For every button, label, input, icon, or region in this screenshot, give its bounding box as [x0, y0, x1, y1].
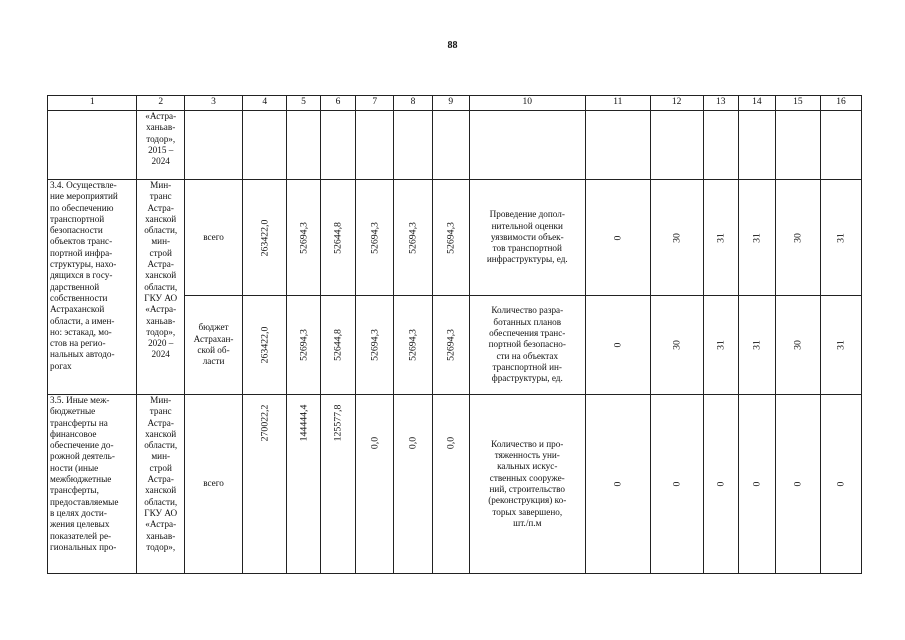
value-text: 52694,3 [297, 221, 309, 254]
measure-name-cell: 3.4. Осуществле- ние мероприятий по обеспечению транспортной безопасности объектов транс- портной инфра- структуры, нахо- дящихся в госу- дарственной собственности Астраханской области, а имен- но: эстакад, мо- стов на регио- нальных автодо- рогах [48, 180, 137, 395]
value-cell [775, 296, 820, 395]
value-text: 52694,3 [407, 221, 419, 254]
value-text: 263422,0 [259, 326, 271, 364]
header-cell: 11 [585, 96, 650, 111]
funding-source-cell [184, 111, 242, 180]
table-row [48, 395, 862, 574]
value-text: 0 [835, 481, 847, 487]
value-text: 52694,3 [445, 329, 457, 361]
header-cell: 6 [320, 96, 356, 111]
value-cell [287, 180, 320, 296]
value-text: 52644,8 [332, 329, 344, 361]
header-cell: 9 [432, 96, 469, 111]
value-text: 31 [715, 340, 727, 350]
value-cell [287, 395, 320, 574]
value-cell [585, 180, 650, 296]
value-cell [243, 111, 287, 180]
value-cell [432, 296, 469, 395]
value-text: 30 [792, 340, 804, 350]
value-cell [650, 296, 703, 395]
header-cell: 16 [821, 96, 862, 111]
table-row [48, 111, 862, 180]
indicator-cell: Количество разра- ботанных планов обеспечения транс- портной безопасно- сти на объектах транспортной ин- фраструктуры, ед. [469, 296, 585, 395]
value-cell [356, 180, 394, 296]
header-cell: 5 [287, 96, 320, 111]
value-text: 0 [670, 481, 682, 487]
value-text: 30 [670, 232, 682, 243]
value-text: 270022,2 [259, 404, 271, 442]
value-text: 0 [612, 481, 624, 487]
value-cell [703, 111, 739, 180]
value-cell [739, 296, 776, 395]
header-row [48, 96, 862, 111]
value-text: 52694,3 [407, 329, 419, 361]
value-cell [394, 180, 433, 296]
value-cell [287, 296, 320, 395]
value-text: 0 [751, 481, 763, 487]
header-cell: 14 [739, 96, 776, 111]
header-cell: 2 [137, 96, 184, 111]
value-cell [650, 111, 703, 180]
value-text: 0,0 [369, 436, 381, 450]
value-cell [775, 180, 820, 296]
value-text: 31 [751, 232, 763, 243]
value-cell [821, 395, 862, 574]
value-cell [703, 180, 739, 296]
header-cell: 12 [650, 96, 703, 111]
value-cell [650, 395, 703, 574]
funding-source-cell: бюджет Астрахан- ской об- ласти [184, 296, 242, 395]
value-text: 30 [670, 340, 682, 350]
value-cell [739, 180, 776, 296]
value-cell [243, 395, 287, 574]
executor-cell: «Астра- ханьав- тодор», 2015 – 2024 [137, 111, 184, 180]
value-text: 52694,3 [369, 329, 381, 361]
value-cell [821, 111, 862, 180]
value-cell [585, 296, 650, 395]
value-text: 31 [715, 232, 727, 243]
value-text: 263422,0 [259, 219, 271, 256]
value-cell [585, 111, 650, 180]
value-text: 52694,3 [445, 221, 457, 254]
value-cell [320, 296, 356, 395]
page-number: 88 [447, 40, 458, 51]
value-cell [320, 180, 356, 296]
header-cell: 10 [469, 96, 585, 111]
value-cell [821, 296, 862, 395]
header-cell: 13 [703, 96, 739, 111]
value-text: 30 [792, 232, 804, 243]
value-text: 0 [612, 342, 624, 348]
value-cell [243, 296, 287, 395]
indicator-cell [469, 111, 585, 180]
value-cell [243, 180, 287, 296]
value-text: 52644,8 [332, 221, 344, 254]
header-cell: 15 [775, 96, 820, 111]
program-table [47, 95, 862, 574]
value-text: 0 [792, 481, 804, 487]
value-text: 0 [612, 235, 624, 240]
value-cell [287, 111, 320, 180]
value-cell [775, 395, 820, 574]
value-text: 125577,8 [332, 404, 344, 442]
value-cell [394, 395, 433, 574]
header-cell: 3 [184, 96, 242, 111]
value-cell [320, 395, 356, 574]
value-text: 31 [835, 340, 847, 350]
value-text: 0,0 [407, 436, 419, 450]
indicator-cell: Количество и про- тяженность уни- кальных искус- ственных сооруже- ний, строительство (реконструкция) ко- торых завершено, шт./п.м [469, 395, 585, 574]
indicator-cell: Проведение допол- нительной оценки уязвимости объек- тов транспортной инфраструктуры, ед. [469, 180, 585, 296]
value-text: 52694,3 [297, 329, 309, 361]
value-cell [703, 395, 739, 574]
header-cell: 1 [48, 96, 137, 111]
value-cell [432, 180, 469, 296]
value-cell [356, 111, 394, 180]
executor-cell: Мин- транс Астра- ханской области, мин- строй Астра- ханской области, ГКУ АО «Астра- ханьав- тодор», [137, 395, 184, 574]
value-cell [356, 296, 394, 395]
value-cell [821, 180, 862, 296]
value-cell [356, 395, 394, 574]
value-text: 31 [835, 232, 847, 243]
value-cell [320, 111, 356, 180]
header-cell: 4 [243, 96, 287, 111]
value-cell [703, 296, 739, 395]
value-cell [650, 180, 703, 296]
executor-cell: Мин- транс Астра- ханской области, мин- строй Астра- ханской области, ГКУ АО «Астра- ханьав- тодор», 2020 – 2024 [137, 180, 184, 395]
value-text: 0 [715, 481, 727, 487]
funding-source-cell: всего [184, 395, 242, 574]
value-cell [739, 111, 776, 180]
funding-source-cell: всего [184, 180, 242, 296]
measure-name-cell [48, 111, 137, 180]
table-row [48, 180, 862, 296]
value-text: 144444,4 [297, 404, 309, 442]
value-text: 52694,3 [369, 221, 381, 254]
value-cell [775, 111, 820, 180]
value-text: 31 [751, 340, 763, 350]
value-cell [432, 395, 469, 574]
value-cell [739, 395, 776, 574]
value-cell [394, 111, 433, 180]
value-cell [585, 395, 650, 574]
header-cell: 7 [356, 96, 394, 111]
value-cell [394, 296, 433, 395]
header-cell: 8 [394, 96, 433, 111]
value-text: 0,0 [445, 436, 457, 450]
value-cell [432, 111, 469, 180]
measure-name-cell: 3.5. Иные меж- бюджетные трансферты на финансовое обеспечение до- рожной деятель- ности (иные межбюджетные трансферты, предоставляемые в целях дости- жения целевых показателей ре- гиональных про- [48, 395, 137, 574]
